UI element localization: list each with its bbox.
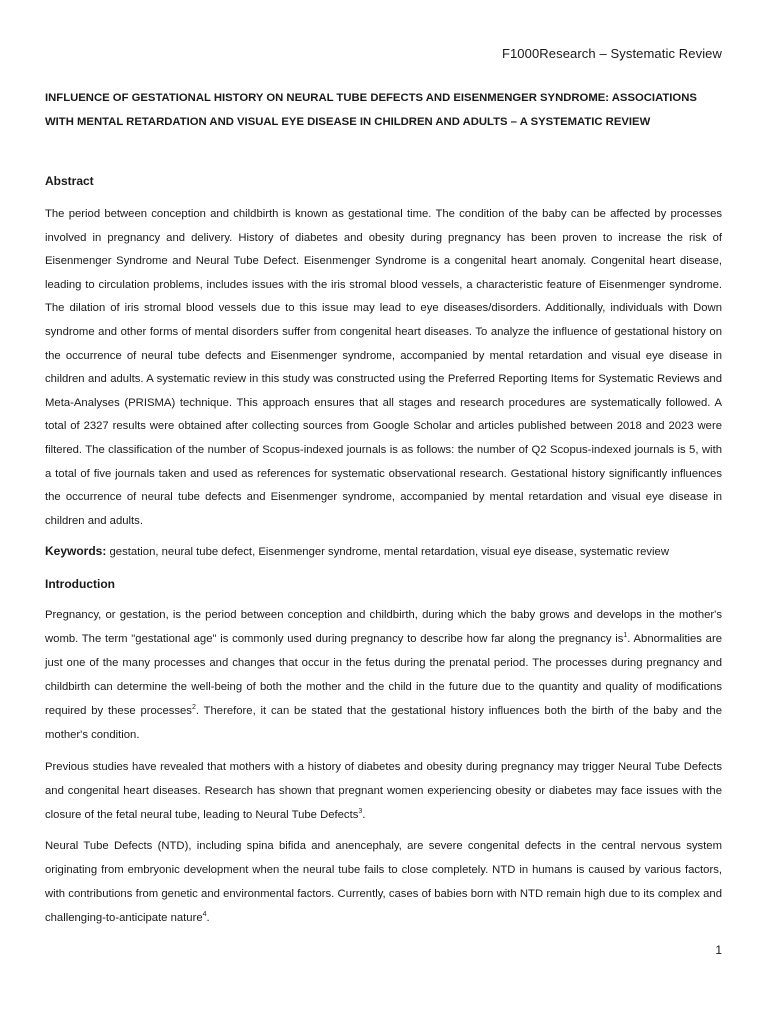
p1-text-b: . Abnormalities are just one of the many processes and changes that occur in the fetus during the prenatal period. The processes during pregnancy and childbirth can determine the well-being of both the mother and the child in the future due to the quantity and quality of modifications required by these processes — [45, 633, 722, 717]
paper-title: INFLUENCE OF GESTATIONAL HISTORY ON NEURAL TUBE DEFECTS AND EISENMENGER SYNDROME: ASSOCIATIONS WITH MENTAL RETARDATION AND VISUAL EYE DISEASE IN CHILDREN AND ADULTS – A SYSTEMATIC REVIEW — [45, 92, 697, 128]
citation-2: 2 — [191, 704, 196, 712]
p3-text-b: . — [206, 912, 210, 924]
p1-text-c: . Therefore, it can be stated that the gestational history influences both the birth of the baby and the mother's condition. — [45, 705, 722, 741]
citation-1: 1 — [623, 632, 628, 640]
p3-text-a: Neural Tube Defects (NTD), including spina bifida and anencephaly, are severe congenital defects in the central nervous system originating from embryonic development when the neural tube fails to close completely. NTD in humans is caused by various factors, with contributions from genetic and environmental factors. Currently, cases of babies born with NTD remain high due to its complex and challenging-to-anticipate nature — [45, 840, 722, 924]
keywords-text: gestation, neural tube defect, Eisenmenger syndrome, mental retardation, visual eye disease, systematic review — [106, 546, 669, 558]
citation-3: 3 — [358, 808, 363, 816]
p1-text-a: Pregnancy, or gestation, is the period between conception and childbirth, during which the baby grows and develops in the mother's womb. The term "gestational age" is commonly used during pregnancy to describe how far along the pregnancy is — [45, 609, 722, 645]
intro-paragraph-2 — [45, 755, 722, 827]
citation-4: 4 — [202, 911, 207, 919]
abstract-heading: Abstract — [45, 174, 94, 188]
keywords — [45, 544, 722, 558]
running-header: F1000Research – Systematic Review — [501, 46, 722, 61]
intro-paragraph-1 — [45, 603, 722, 747]
intro-paragraph-3 — [45, 834, 722, 930]
p2-text-b: . — [362, 809, 366, 821]
introduction-heading: Introduction — [45, 577, 115, 591]
keywords-label: Keywords: — [45, 544, 107, 558]
p2-text-a: Previous studies have revealed that mothers with a history of diabetes and obesity during pregnancy may trigger Neural Tube Defects and congenital heart diseases. Research has shown that pregnant women experiencing obesity or diabetes may face issues with the closure of the fetal neural tube, leading to Neural Tube Defects — [45, 761, 722, 821]
page-number: 1 — [715, 943, 722, 957]
abstract-text: The period between conception and childbirth is known as gestational time. The condition of the baby can be affected by processes involved in pregnancy and delivery. History of diabetes and obesity during pregnancy has been proven to increase the risk of Eisenmenger Syndrome and Neural Tube Defect. Eisenmenger Syndrome is a congenital heart anomaly. Congenital heart disease, leading to circulation problems, includes issues with the iris stromal blood vessels, a characteristic feature of Eisenmenger syndrome. The dilation of iris stromal blood vessels due to this issue may lead to eye diseases/disorders. Additionally, individuals with Down syndrome and other forms of mental disorders suffer from congenital heart diseases. To analyze the influence of gestational history on the occurrence of neural tube defects and Eisenmenger syndrome, accompanied by mental retardation and visual eye disease in children and adults. A systematic review in this study was constructed using the Preferred Reporting Items for Systematic Reviews and Meta-Analyses (PRISMA) technique. This approach ensures that all stages and research procedures are systematically followed. A total of 2327 results were obtained after collecting sources from Google Scholar and articles published between 2018 and 2023 were filtered. The classification of the number of Scopus-indexed journals is as follows: the number of Q2 Scopus-indexed journals is 5, with a total of five journals taken and used as references for systematic observational research. Gestational history significantly influences the occurrence of neural tube defects and Eisenmenger syndrome, accompanied by mental retardation and visual eye disease in children and adults. — [45, 208, 722, 527]
